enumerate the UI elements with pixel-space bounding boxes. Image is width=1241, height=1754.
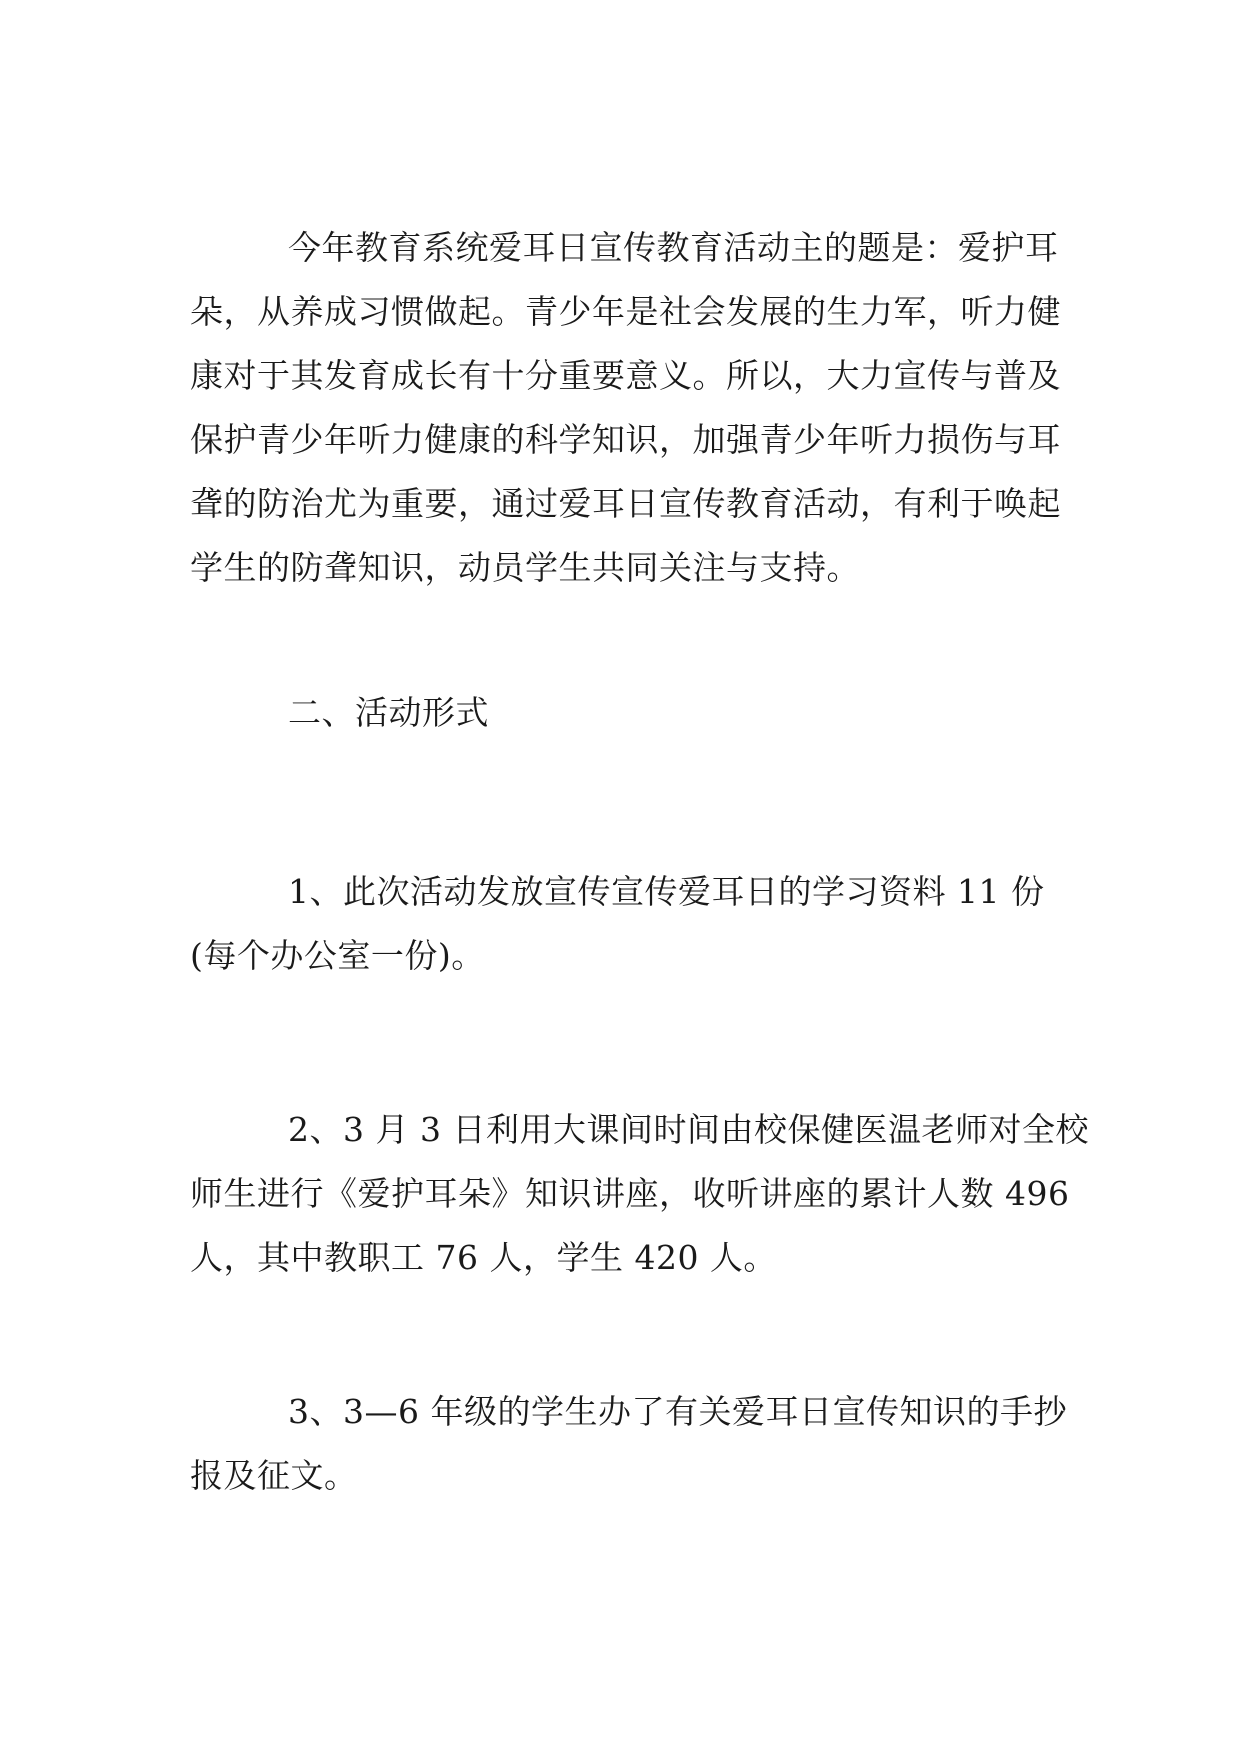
text-line: 朵，从养成习惯做起。青少年是社会发展的生力军，听力健 — [190, 292, 1061, 331]
text-line: 聋的防治尤为重要，通过爱耳日宣传教育活动，有利于唤起 — [190, 484, 1061, 523]
activity-item-1 — [190, 860, 1056, 988]
text-line: 1、此次活动发放宣传宣传爱耳日的学习资料 11 份 — [288, 872, 1045, 911]
section-heading-text: 二、活动形式 — [288, 693, 489, 732]
section-heading — [190, 681, 1056, 745]
text-line: 学生的防聋知识，动员学生共同关注与支持。 — [190, 548, 860, 587]
text-line: 今年教育系统爱耳日宣传教育活动主的题是：爱护耳 — [288, 228, 1059, 267]
activity-item-3 — [190, 1380, 1067, 1508]
text-line: 师生进行《爱护耳朵》知识讲座，收听讲座的累计人数 496 — [190, 1174, 1070, 1213]
theme-paragraph — [190, 216, 1061, 600]
activity-item-2 — [190, 1098, 1089, 1290]
text-line: 2、3 月 3 日利用大课间时间由校保健医温老师对全校 — [288, 1110, 1089, 1149]
text-line: 康对于其发育成长有十分重要意义。所以，大力宣传与普及 — [190, 356, 1061, 395]
text-line: 3、3—6 年级的学生办了有关爱耳日宣传知识的手抄 — [288, 1392, 1067, 1431]
text-line: (每个办公室一份)。 — [190, 936, 485, 975]
text-line: 人，其中教职工 76 人，学生 420 人。 — [190, 1238, 777, 1277]
text-line: 保护青少年听力健康的科学知识，加强青少年听力损伤与耳 — [190, 420, 1061, 459]
text-line: 报及征文。 — [190, 1456, 358, 1495]
